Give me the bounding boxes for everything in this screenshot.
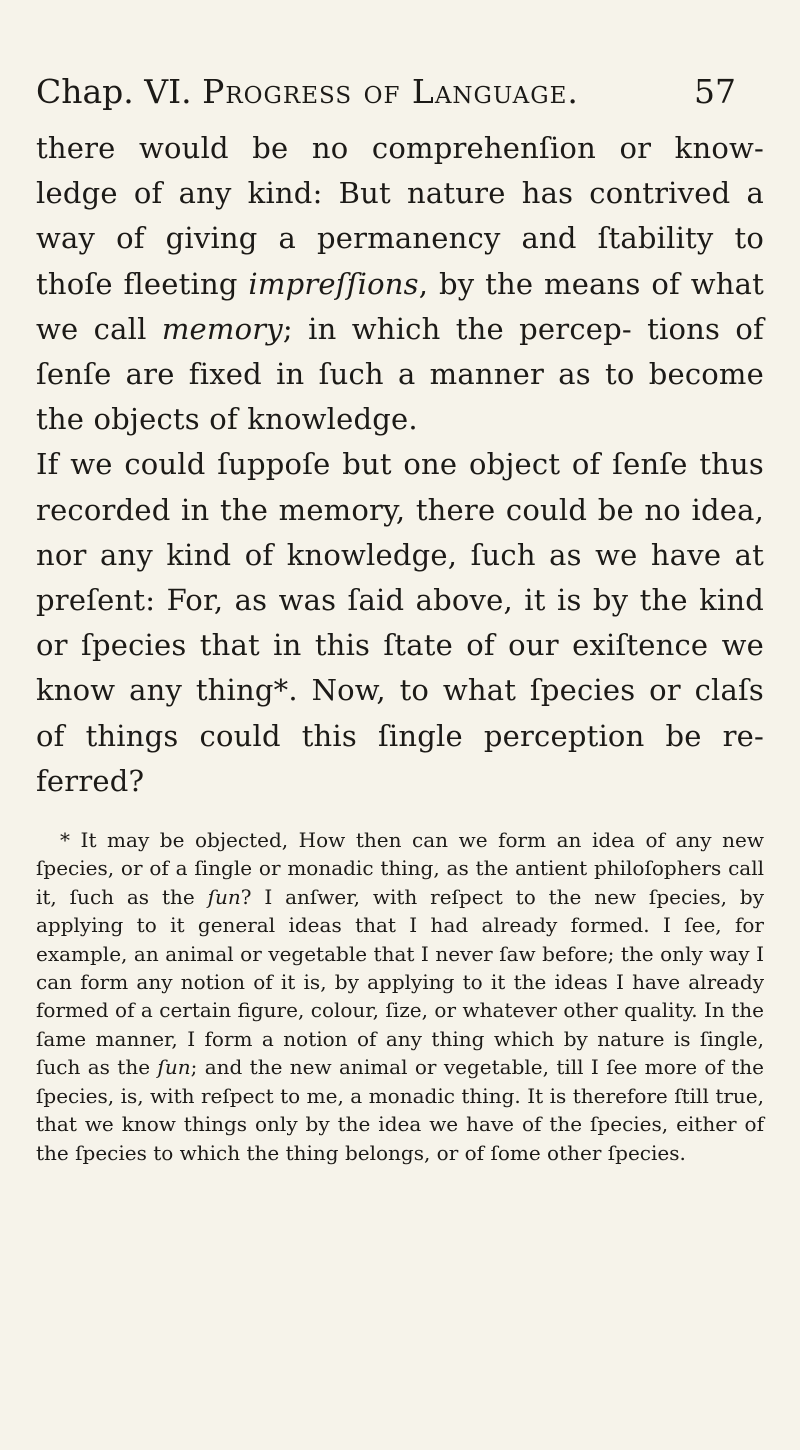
footnote-text-e: ; and the new animal or vegetable, till I ſee more of the ſpecies, is, with reſpect to me, a monadic thing. It is therefore ſtill true, that we know things only by the idea we have of the ſpecies, either of the ſpecies to which the thing belongs, or of ſome other ſpecies. (36, 1055, 764, 1165)
chapter-label: Chap. VI. (36, 72, 192, 111)
footnote-text-c: ? I anſwer, with reſpect to the new ſpecies, by applying to it general ideas that I had already formed. I ſee, for example, an animal or vegetable that I never ſaw before; the only way I can form any notion of it is, by applying to it the ideas I have already formed of a certain figure, colour, ſize, or whatever other quality. In the ſame manner, I form a notion of any thing which by nature is ſingle, ſuch as the (36, 884, 764, 1080)
running-header (36, 72, 764, 112)
header-left (36, 72, 579, 112)
paragraph-2: If we could ſuppoſe but one object of ſenſe thus recorded in the memory, there could be no idea, nor any kind of knowledge, ſuch as we have at preſent: For, as was ſaid above, it is by the kind or ſpecies that in this ſtate of our exiſtence we know any thing*. Now, to what ſpecies or claſs of things could this ſingle perception be re- ferred? (36, 447, 764, 798)
footnote (36, 826, 764, 1167)
book-page (36, 72, 764, 1167)
paragraph-1-text-a: there would be no comprehenſion or know- ledge of any kind: But nature has contrived a way of giving a permanency and ſtability to thoſe fleeting (36, 131, 764, 301)
footnote-text-a: * It may be objected, How then can we form an idea of any new ſpecies, or of a ſingle or monadic thing, as the antient philoſophers call it, ſuch as the (36, 828, 764, 909)
footnote-text (36, 826, 764, 1167)
running-title: Progress of Language. (202, 72, 579, 111)
paragraph-1-italic-impressions: impreſſions (248, 266, 419, 301)
footnote-italic-sun-2: ſun (157, 1055, 191, 1080)
page-number: 57 (694, 72, 736, 111)
paragraph-1-italic-memory: memory (161, 311, 283, 346)
paragraph-1 (36, 126, 764, 442)
main-text (36, 126, 764, 804)
paragraph-1-text-c: , by the means of what we call (36, 266, 765, 346)
footnote-italic-sun-1: ſun (207, 884, 241, 909)
paragraph-1-text-e: ; in which the percep- tions of ſenſe are fixed in ſuch a manner as to become the objects of knowledge. (36, 311, 764, 437)
